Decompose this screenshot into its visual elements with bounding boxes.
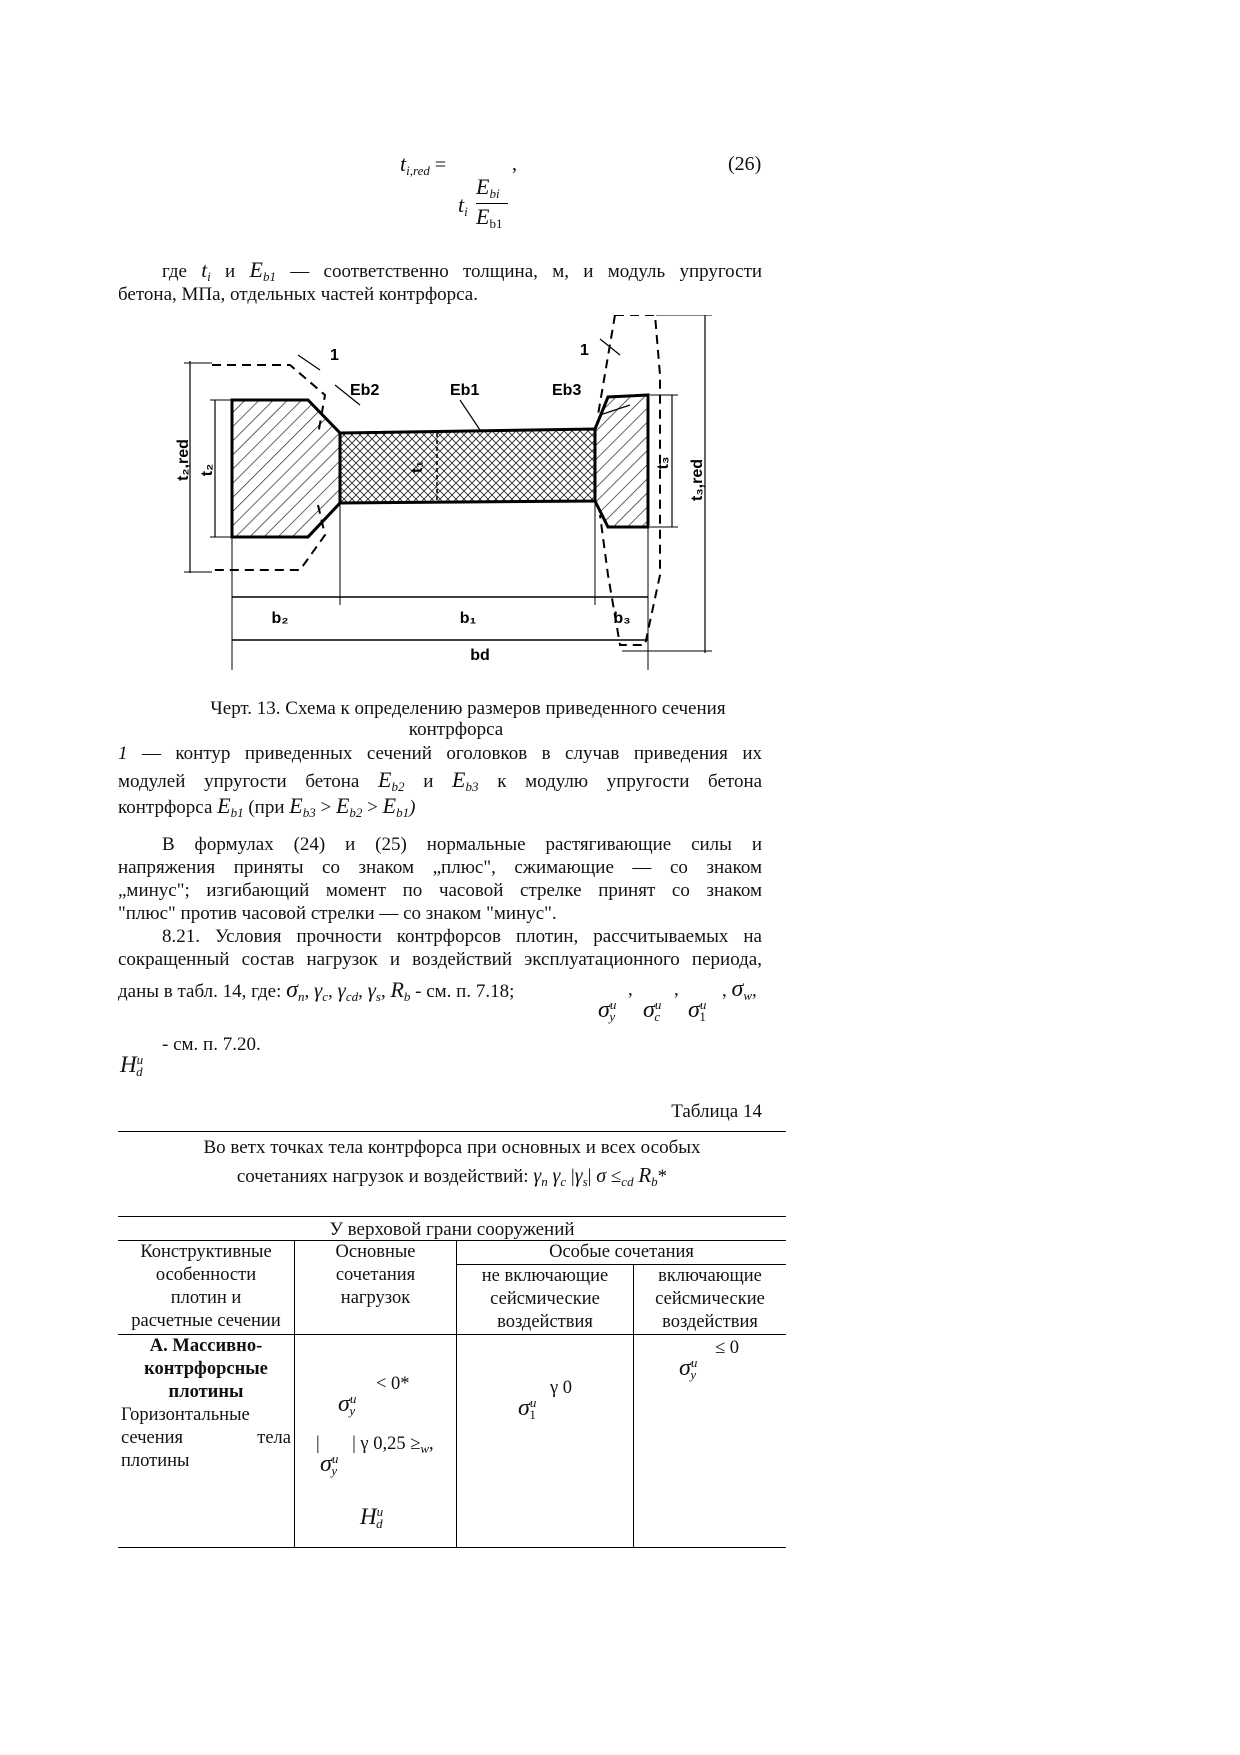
upstream-face-header: У верховой грани сооружений	[329, 1219, 575, 1240]
para2-comma-a: ,	[628, 979, 633, 1000]
where-line-1: где $t_i$ и $E_{b1}$ — соответственно толщина, м, и модуль упругости	[162, 257, 763, 284]
col4-header: включающие сейсмические воздействия	[634, 1265, 787, 1335]
h-d-u-basic: $H^u_d$	[360, 1504, 384, 1531]
label-b3: b₃	[613, 610, 631, 627]
label-t3red: t₃,red	[689, 458, 706, 502]
figure-caption-line-1: Черт. 13. Схема к определению размеров приведенного сечения	[210, 698, 726, 719]
col1-header: Конструктивные особенности плотин и расчетные сечении	[118, 1241, 295, 1335]
row-a-basic: < 0* $\sigma^u_y$ | | γ $0,25 \ge_w$, $\sigma^u_y$ $H^u_d$	[295, 1335, 457, 1548]
legend-line-1: 1 — контур приведенных сечений оголовков в случав приведения их	[118, 743, 763, 764]
sigma-y-u: $\sigma^u_y$	[598, 997, 617, 1024]
sigma-y-u-basic: $\sigma^u_y$	[338, 1391, 357, 1418]
col3-header: не включающие сейсмические воздействия	[457, 1265, 634, 1335]
table-title: Таблица 14	[671, 1101, 762, 1122]
formula-comma: ,	[512, 153, 517, 175]
para2-see720: - см. п. 7.20.	[162, 1034, 261, 1055]
formula-fraction: Ebi Eb1	[476, 175, 508, 232]
para1-line-3: „минус"; изгибающий момент по часовой стрелке принят со знаком	[118, 880, 762, 901]
sigma-y-u-seis: $\sigma^u_y$	[679, 1355, 698, 1382]
col2-header: Основные сочетания нагрузок	[295, 1241, 457, 1335]
label-eb1: Eb1	[450, 382, 480, 399]
sigma-1-u-special: $\sigma^u_1$	[518, 1395, 537, 1422]
para2-line-2: сокращенный состав нагрузок и воздействий эксплуатационного периода,	[118, 949, 762, 970]
legend-line-3: контрфорса $E_{b1}$ (при $E_{b3} > E_{b2} > E_{b1}$)	[118, 793, 416, 820]
label-t3: t₃	[655, 456, 672, 470]
left-head-section	[232, 400, 340, 537]
h-d-u: $H^u_d$	[120, 1052, 144, 1079]
row-a-features: А. Массивно- контрфорсные плотины Горизонтальные сечения тела плотины	[118, 1335, 295, 1548]
legend-line-2: модулей упругости бетона $E_{b2}$ и $E_{b3}$ к модулю упругости бетона	[118, 767, 763, 794]
para2-line-3: даны в табл. 14, где: $\sigma_n$, $\gamma_c$, $\gamma_{cd}$, $\gamma_s$, $R_b$ - см. п. 7.18;	[118, 977, 515, 1004]
para1-line-2: напряжения приняты со знаком „плюс", сжимающие — со знаком	[118, 857, 762, 878]
special-header: Особые сочетания	[457, 1241, 787, 1265]
label-eb2: Eb2	[350, 382, 380, 399]
formula-frac-t: ti	[458, 192, 468, 219]
where-line-2: бетона, МПа, отдельных частей контрфорса.	[118, 284, 478, 305]
para2-sigma-w: , $\sigma_w$,	[722, 976, 757, 1003]
figure-caption-line-2: контрфорса	[408, 719, 504, 740]
sigma-1-u: $\sigma^u_1$	[688, 997, 707, 1024]
label-one-left: 1	[330, 347, 339, 364]
label-b1: b₁	[459, 610, 477, 627]
formula-lhs: $t_{i,red}$ =	[400, 151, 447, 178]
sigma-y-u-bars: $\sigma^u_y$	[320, 1451, 339, 1478]
label-t2: t₂	[199, 463, 216, 477]
web-section	[340, 429, 595, 503]
label-one-right: 1	[580, 342, 589, 359]
label-eb3: Eb3	[552, 382, 582, 399]
label-b2: b₂	[271, 610, 289, 627]
buttress-section-diagram	[160, 315, 720, 680]
row-a-special-seis: ≤ 0 $\sigma^u_y$	[634, 1335, 787, 1548]
table-top-line-2: сочетаниях нагрузок и воздействий: $\gamma_n$ $\gamma_c$ $|\gamma_s|$ $\sigma \le_{cd}$ $R_b*$	[236, 1163, 668, 1189]
equation-number: (26)	[728, 153, 762, 175]
label-bd: bd	[470, 647, 490, 664]
row-a-special-noseis: γ 0 $\sigma^u_1$	[457, 1335, 634, 1548]
label-t2red: t₂,red	[175, 439, 192, 481]
para2-line-1: 8.21. Условия прочности контрфорсов плотин, рассчитываемых на	[162, 926, 762, 947]
para1-line-1: В формулах (24) и (25) нормальные растягивающие силы и	[162, 834, 762, 855]
sigma-c-u: $\sigma^u_c$	[643, 997, 662, 1024]
para1-line-4: "плюс" против часовой стрелки — со знаком "минус".	[118, 903, 557, 924]
para2-comma-b: ,	[674, 979, 679, 1000]
label-t1: t₁	[409, 461, 426, 473]
right-head-section	[595, 395, 648, 527]
table-top-line-1: Во ветх точках тела контрфорса при основных и всех особых	[203, 1137, 701, 1158]
table-14	[118, 1241, 786, 1548]
